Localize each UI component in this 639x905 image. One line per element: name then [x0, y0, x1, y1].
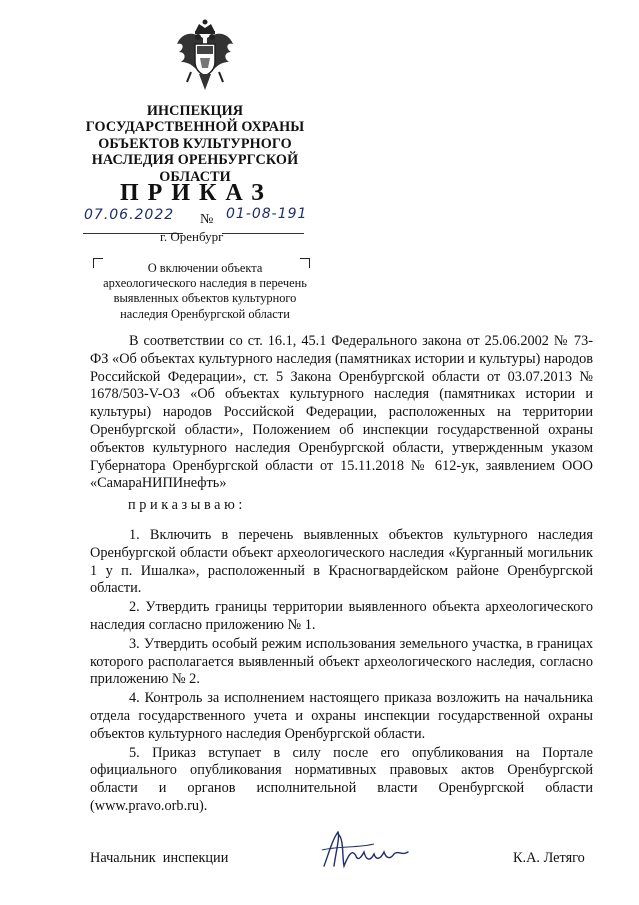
signer-title: Начальник инспекции [90, 850, 229, 866]
order-item: 2. Утвердить границы территории выявленного объекта археологического наследия согласно приложению № 1. [90, 599, 593, 633]
order-item: 3. Утвердить особый режим использования земельного участка, в границах которого располагается выявленный объект археологического наследия, согласно приложению № 2. [90, 635, 593, 688]
order-item: 5. Приказ вступает в силу после его опубликования на Портале официального опубликования нормативных правовых актов Оренбургской области и органов исполнительной власти Оренбургской области (www.pravo.orb.ru). [90, 744, 593, 814]
preamble-text: В соответствии со ст. 16.1, 45.1 Федерального закона от 25.06.2002 № 73-ФЗ «Об объектах культурного наследия (памятниках истории и культуры) народов Российской Федерации», ст. 5 Закона Оренбургской области от 03.07.2013 № 1678/503-V-ОЗ «Об объектах культурного наследия (памятниках истории и культуры) народов Российской Федерации, расположенных на территории Оренбургской области», Положением об инспекции государственной охраны объектов культурного наследия Оренбургской области, утвержденным указом Губернатора Оренбургской области от 15.11.2018 № 612-ук, заявлением ООО «СамараНИПИнефть» [90, 333, 593, 492]
document-type-title: ПРИКАЗ [120, 180, 273, 206]
document-number: 01-08-191 [226, 206, 308, 222]
city: г. Оренбург [160, 229, 224, 244]
agency-line: ОБЪЕКТОВ КУЛЬТУРНОГО [98, 135, 292, 152]
subject-line: наследия Оренбургской области [120, 306, 290, 321]
agency-line: ИНСПЕКЦИЯ [146, 103, 244, 119]
coat-of-arms-icon [173, 18, 237, 96]
subject-heading [85, 261, 325, 322]
handwritten-signature [318, 826, 418, 874]
order-items [90, 527, 593, 817]
order-item: 4. Контроль за исполнением настоящего приказа возложить на начальника отдела государственного учета и охраны инспекции государственной охраны объектов культурного наследия Оренбургской области. [90, 690, 593, 742]
document-date: 07.06.2022 [84, 207, 175, 223]
order-item: 1. Включить в перечень выявленных объектов культурного наследия Оренбургской области объект археологического наследия «Курганный могильник 1 у п. Ишалка», расположенный в Красногвардейском районе Оренбургской области. [90, 527, 593, 597]
number-sign: № [200, 212, 214, 227]
agency-line: НАСЛЕДИЯ ОРЕНБУРГСКОЙ [91, 152, 299, 169]
order-word: приказываю: [128, 497, 246, 513]
agency-name [85, 103, 305, 185]
preamble [90, 333, 593, 493]
subject-line: О включении объекта [147, 261, 263, 275]
subject-line: археологического наследия в перечень [103, 276, 307, 291]
agency-line: ОБЛАСТИ [159, 168, 231, 185]
subject-line: выявленных объектов культурного [113, 291, 297, 306]
agency-line: ГОСУДАРСТВЕННОЙ ОХРАНЫ [85, 119, 305, 136]
signer-name: К.А. Летяго [513, 850, 585, 866]
